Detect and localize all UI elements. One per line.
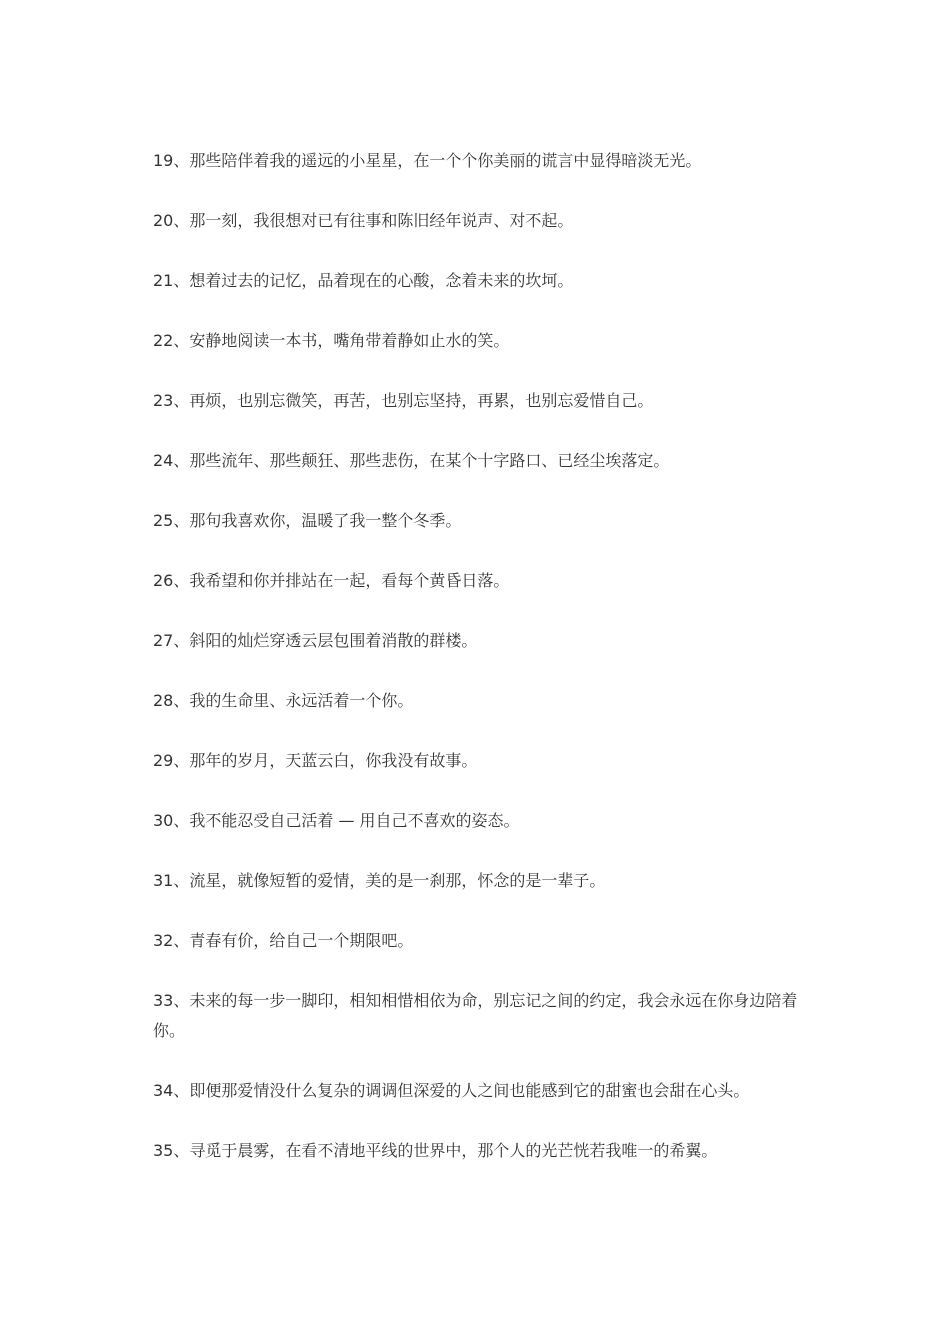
quote-line-29: 29、那年的岁月，天蓝云白，你我没有故事。	[153, 751, 478, 770]
quote-line-24: 24、那些流年、那些颠狂、那些悲伤，在某个十字路口、已经尘埃落定。	[153, 451, 670, 470]
quote-line-32: 32、青春有价，给自己一个期限吧。	[153, 931, 414, 950]
quote-line-20: 20、那一刻，我很想对已有往事和陈旧经年说声、对不起。	[153, 211, 574, 230]
quote-line-35: 35、寻觅于晨雾，在看不清地平线的世界中，那个人的光芒恍若我唯一的希翼。	[153, 1141, 718, 1160]
quote-line-22: 22、安静地阅读一本书，嘴角带着静如止水的笑。	[153, 331, 510, 350]
quote-line-28: 28、我的生命里、永远活着一个你。	[153, 691, 414, 710]
quote-line-31: 31、流星，就像短暂的爱情，美的是一刹那，怀念的是一辈子。	[153, 871, 606, 890]
quote-line-34: 34、即便那爱情没什么复杂的调调但深爱的人之间也能感到它的甜蜜也会甜在心头。	[153, 1081, 750, 1100]
quote-line-33: 33、未来的每一步一脚印，相知相惜相依为命，别忘记之间的约定，我会永远在你身边陪着你。	[153, 991, 798, 1040]
quote-line-30: 30、我不能忍受自己活着 — 用自己不喜欢的姿态。	[153, 811, 520, 830]
quote-line-26: 26、我希望和你并排站在一起，看每个黄昏日落。	[153, 571, 510, 590]
quote-list	[153, 146, 803, 1196]
quote-line-27: 27、斜阳的灿烂穿透云层包围着消散的群楼。	[153, 631, 478, 650]
quote-line-23: 23、再烦，也别忘微笑，再苦，也别忘坚持，再累，也别忘爱惜自己。	[153, 391, 654, 410]
quote-line-19: 19、那些陪伴着我的遥远的小星星，在一个个你美丽的谎言中显得暗淡无光。	[153, 151, 702, 170]
quote-line-21: 21、想着过去的记忆，品着现在的心酸，念着未来的坎坷。	[153, 271, 574, 290]
quote-line-25: 25、那句我喜欢你，温暖了我一整个冬季。	[153, 511, 462, 530]
